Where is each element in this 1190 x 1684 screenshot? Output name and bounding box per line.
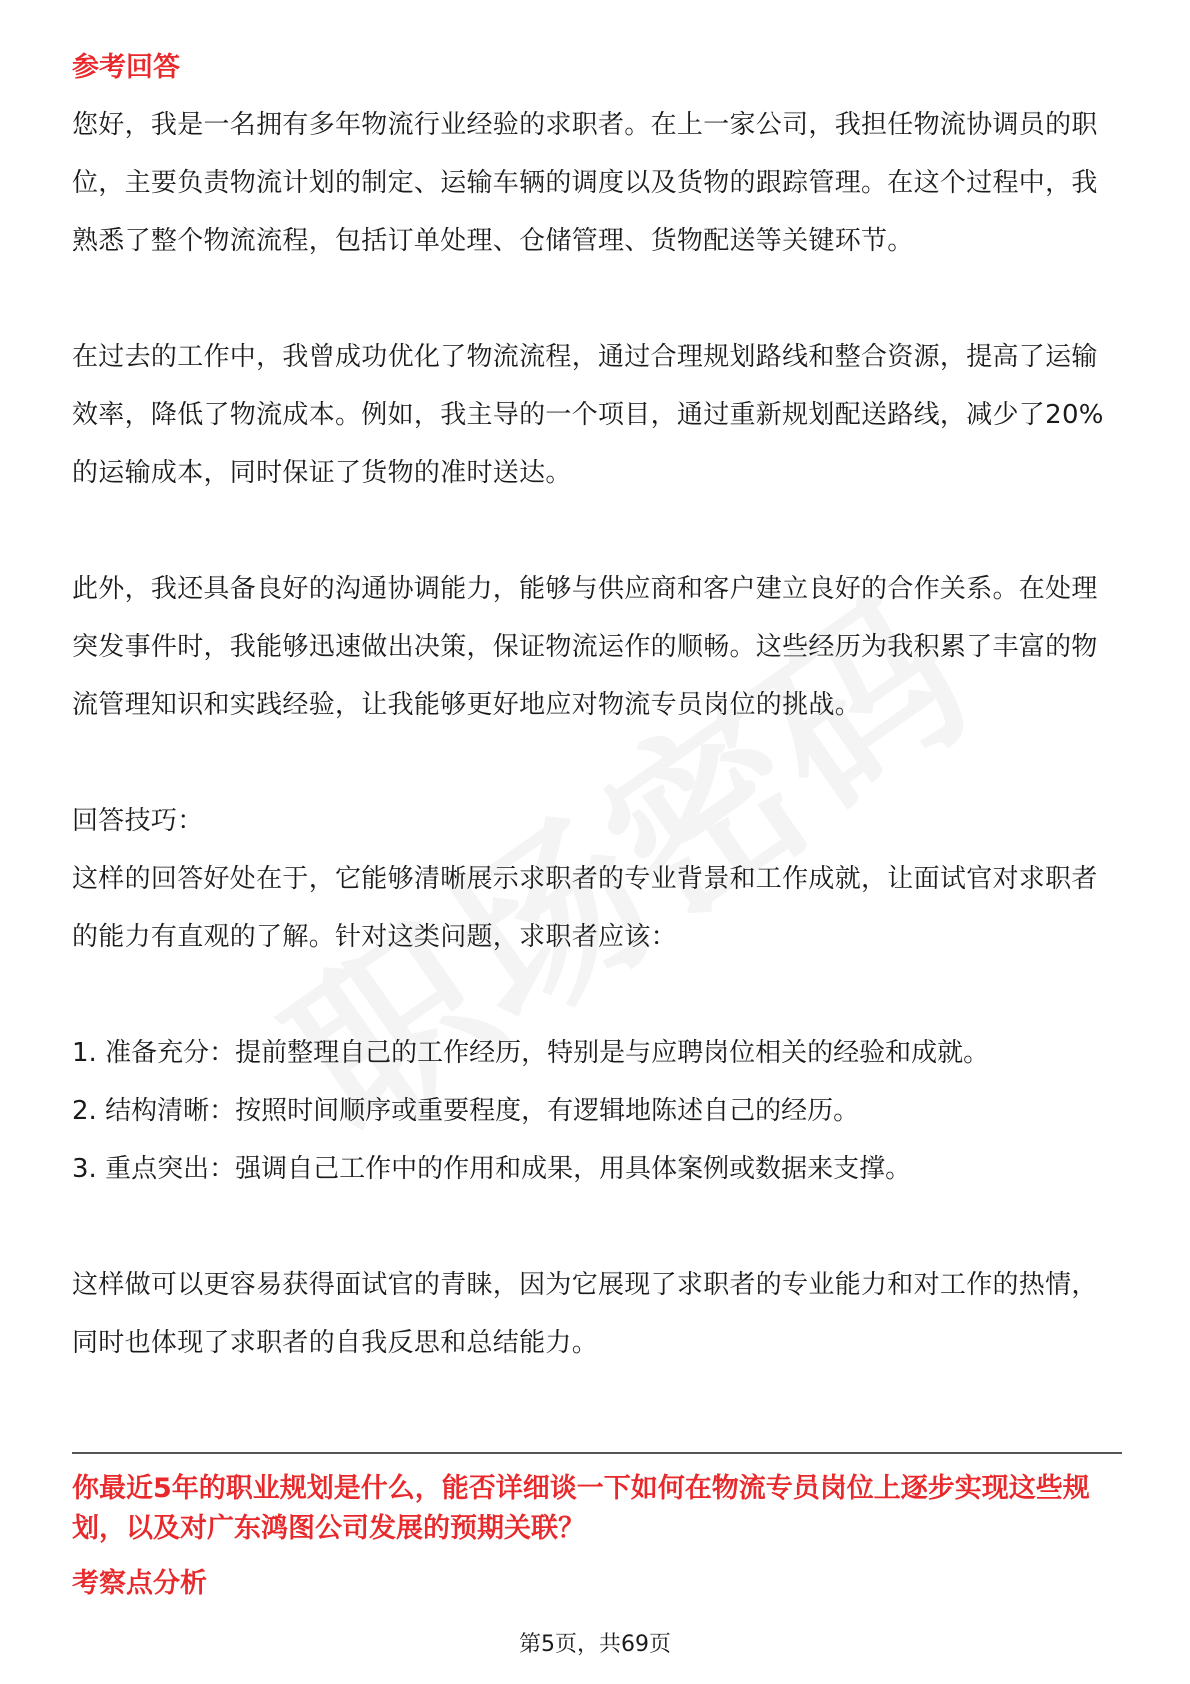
section-divider [72, 1452, 1122, 1454]
paragraph-gap [72, 966, 1122, 1024]
answer-paragraph-2: 在过去的工作中，我曾成功优化了物流流程，通过合理规划路线和整合资源，提高了运输效率，降低了物流成本。例如，我主导的一个项目，通过重新规划配送路线，减少了20%的运输成本，同时保证了货物的准时送达。 [72, 342, 1104, 488]
analysis-heading: 考察点分析 [72, 1568, 207, 1599]
tips-list-item-2: 2. 结构清晰：按照时间顺序或重要程度，有逻辑地陈述自己的经历。 [72, 1096, 860, 1126]
paragraph-gap [72, 270, 1122, 328]
tips-intro: 这样的回答好处在于，它能够清晰展示求职者的专业背景和工作成就，让面试官对求职者的能力有直观的了解。针对这类问题，求职者应该： [72, 864, 1098, 952]
tips-heading: 回答技巧： [72, 806, 204, 836]
page-content [72, 48, 1122, 1372]
answer-paragraph-1: 您好，我是一名拥有多年物流行业经验的求职者。在上一家公司，我担任物流协调员的职位，主要负责物流计划的制定、运输车辆的调度以及货物的跟踪管理。在这个过程中，我熟悉了整个物流流程，包括订单处理、仓储管理、货物配送等关键环节。 [72, 110, 1098, 256]
paragraph-gap [72, 1198, 1122, 1256]
tips-conclusion: 这样做可以更容易获得面试官的青睐，因为它展现了求职者的专业能力和对工作的热情，同时也体现了求职者的自我反思和总结能力。 [72, 1270, 1098, 1358]
next-question: 你最近5年的职业规划是什么，能否详细谈一下如何在物流专员岗位上逐步实现这些规划，以及对广东鸿图公司发展的预期关联？ [72, 1473, 1090, 1544]
paragraph-gap [72, 734, 1122, 792]
page-footer: 第5页，共69页 [519, 1632, 671, 1657]
answer-paragraph-3: 此外，我还具备良好的沟通协调能力，能够与供应商和客户建立良好的合作关系。在处理突发事件时，我能够迅速做出决策，保证物流运作的顺畅。这些经历为我积累了丰富的物流管理知识和实践经验，让我能够更好地应对物流专员岗位的挑战。 [72, 574, 1098, 720]
tips-list-item-1: 1. 准备充分：提前整理自己的工作经历，特别是与应聘岗位相关的经验和成就。 [72, 1038, 990, 1068]
answer-heading: 参考回答 [72, 52, 180, 83]
paragraph-gap [72, 502, 1122, 560]
tips-list-item-3: 3. 重点突出：强调自己工作中的作用和成果，用具体案例或数据来支撑。 [72, 1154, 912, 1184]
